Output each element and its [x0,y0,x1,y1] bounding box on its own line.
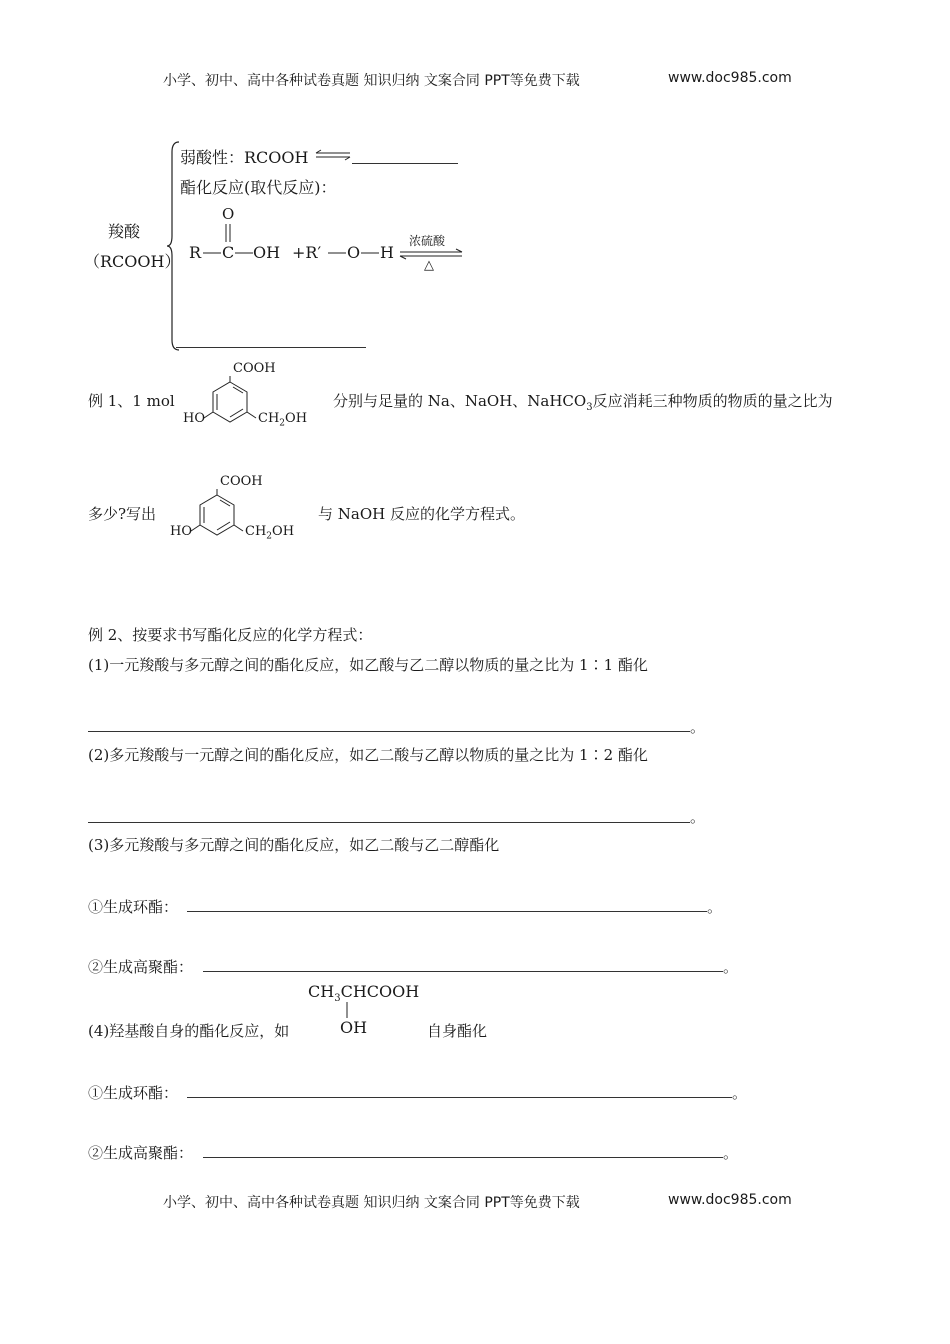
bond-r-c [203,252,221,254]
answer-4b-blank[interactable] [203,1157,723,1158]
molecule-1-ch: CH [258,411,280,426]
benzene-ring-2 [187,489,247,539]
answer-3a-period: 。 [707,898,723,916]
question-3: (3)多元羧酸与多元醇之间的酯化反应，如乙二酸与乙二醇酯化 [88,836,500,854]
hydrogen: H [380,243,394,262]
question-4-prefix: (4)羟基酸自身的酯化反应，如 [88,1022,290,1040]
molecule-2-oh: OH [272,524,295,539]
example1-prefix: 例 1、1 mol [88,392,175,410]
molecule-2-left: HO [170,524,192,539]
example1-suffix: 反应消耗三种物质的物质的量之比为 [592,392,833,410]
catalyst-label: 浓硫酸 [409,234,446,248]
answer-2-period: 。 [690,808,706,826]
question-1: (1)一元羧酸与多元醇之间的酯化反应，如乙酸与乙二醇以物质的量之比为 1∶1 酯化 [88,656,648,674]
molecule-1-sub: 2 [279,418,286,429]
answer-3a-blank[interactable] [187,911,707,912]
answer-1-blank[interactable] [88,731,690,732]
question-3b: ②生成高聚酯： [88,958,194,976]
answer-4a-period: 。 [732,1084,748,1102]
example1-middle: 分别与足量的 Na、NaOH、NaHCO [333,392,587,410]
question-4b: ②生成高聚酯： [88,1144,194,1162]
question-4a: ①生成环酯： [88,1084,179,1102]
example2-title: 例 2、按要求书写酯化反应的化学方程式： [88,626,373,644]
answer-4a-blank[interactable] [187,1097,732,1098]
header-link[interactable]: www.doc985.com [668,70,792,86]
bond-o-h [361,252,379,254]
example1-sub: 3 [586,402,593,413]
summary-blank[interactable] [176,347,366,348]
example1-line2-prefix: 多少?写出 [88,505,157,523]
bond-r-o [328,252,346,254]
answer-1-period: 。 [690,718,706,736]
weak-acid-label: 弱酸性：RCOOH [180,148,309,167]
brace [166,140,180,352]
molecule-2-top: COOH [220,474,263,489]
acid-formula: （RCOOH） [84,252,181,271]
molecule-1-top: COOH [233,361,276,376]
answer-4b-period: 。 [723,1144,739,1162]
lactic-oh: OH [340,1018,368,1037]
acid-name: 羧酸 [108,222,141,241]
footer-text: 小学、初中、高中各种试卷真题 知识归纳 文案合同 PPT等免费下载 [163,1195,580,1211]
r-group: R [189,243,202,262]
weak-acid-blank[interactable] [352,163,458,164]
lactic-chcooh: CHCOOH [340,982,420,1001]
example1-line2-suffix: 与 NaOH 反应的化学方程式。 [318,505,525,523]
molecule-1-left: HO [183,411,205,426]
hydroxyl: OH [253,243,281,262]
double-bond [224,224,232,244]
header-text: 小学、初中、高中各种试卷真题 知识归纳 文案合同 PPT等免费下载 [163,73,580,89]
heat-symbol: △ [424,258,434,273]
oxygen: O [347,243,361,262]
benzene-ring-1 [200,376,260,426]
carbonyl-o: O [222,205,235,223]
question-3a: ①生成环酯： [88,898,179,916]
answer-3b-blank[interactable] [203,971,723,972]
answer-2-blank[interactable] [88,822,690,823]
molecule-2-sub: 2 [266,531,273,542]
question-4-suffix: 自身酯化 [427,1022,488,1040]
molecule-2-ch: CH [245,524,267,539]
carbon: C [222,243,235,262]
esterification-label: 酯化反应(取代反应)： [180,178,337,197]
lactic-sub: 3 [334,993,341,1005]
equilibrium-arrow-1 [314,149,352,161]
lactic-ch: CH [308,982,335,1001]
plus-r-prime: +R′ [292,243,322,262]
footer-link[interactable]: www.doc985.com [668,1192,792,1208]
answer-3b-period: 。 [723,958,739,976]
bond-c-oh [235,252,253,254]
molecule-1-oh: OH [285,411,308,426]
lactic-bond [346,1002,348,1018]
question-2: (2)多元羧酸与一元醇之间的酯化反应，如乙二酸与乙醇以物质的量之比为 1∶2 酯化 [88,746,648,764]
